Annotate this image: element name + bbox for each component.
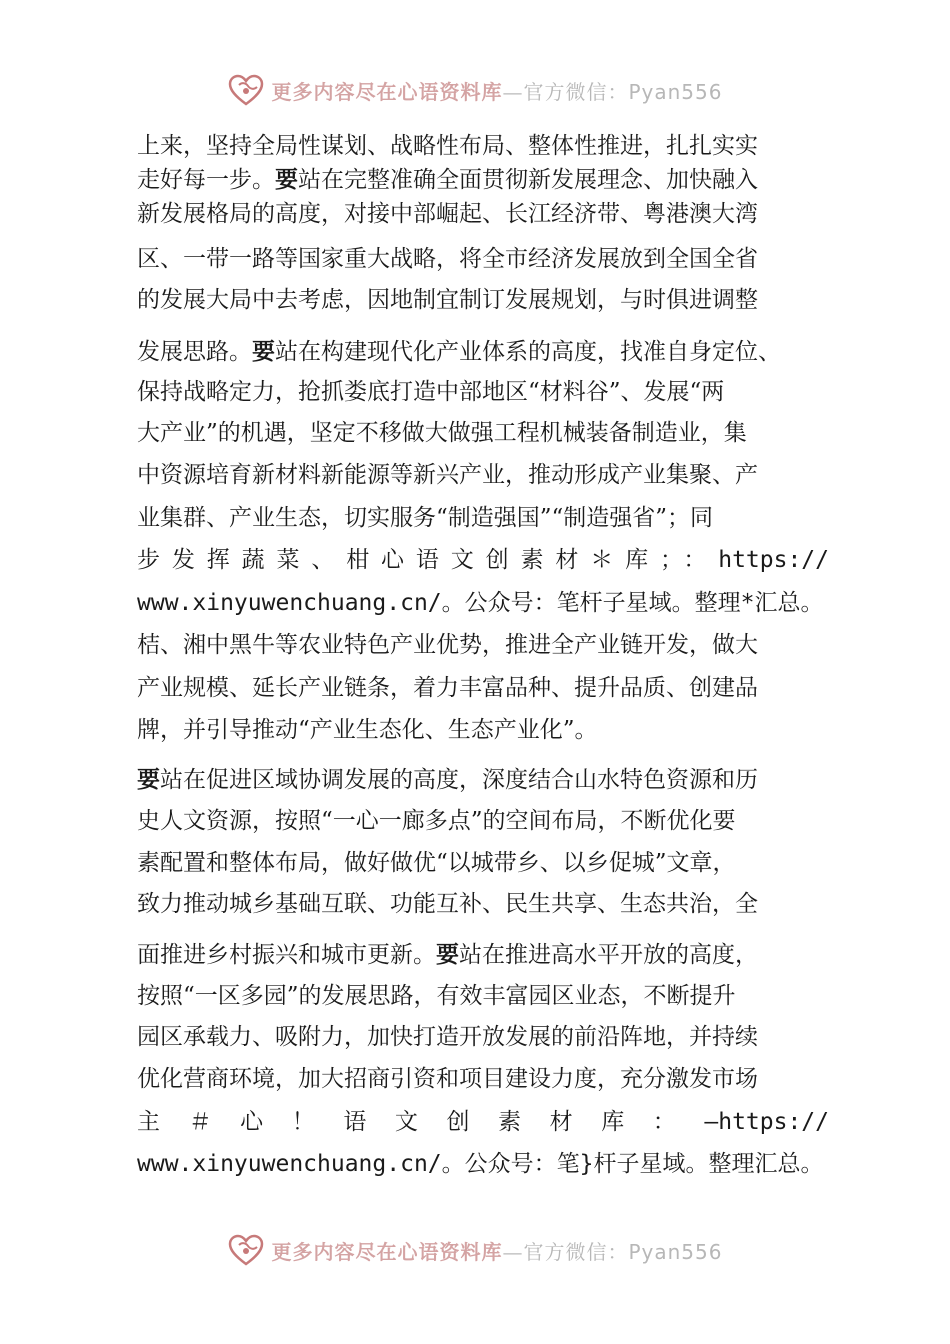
emphasis-char: 要 xyxy=(275,167,298,193)
text-line xyxy=(137,244,758,274)
text-segment: 中资源培育新材料新能源等新兴产业，推动形成产业集聚、产 xyxy=(137,462,758,488)
text-segment: 牌，并引导推动“产业生态化、生态产业化”。 xyxy=(137,717,598,743)
emphasis-char: 要 xyxy=(436,942,459,968)
text-segment: 的发展大局中去考虑，因地制宜制订发展规划，与时俱进调整 xyxy=(137,287,758,313)
text-line xyxy=(137,889,758,919)
text-segment: 新发展格局的高度，对接中部崛起、长江经济带、粤港澳大湾 xyxy=(137,201,758,227)
watermark-wechat: 官方微信：Pyan556 xyxy=(523,1239,723,1264)
text-segment: 园区承载力、吸附力，加快打造开放发展的前沿阵地，并持续 xyxy=(137,1024,758,1050)
text-line xyxy=(137,1107,829,1137)
text-line xyxy=(137,981,736,1011)
heart-logo-icon xyxy=(227,73,265,107)
text-segment: 桔、湘中黑牛等农业特色产业优势，推进全产业链开发，做大 xyxy=(137,632,758,658)
footer-watermark xyxy=(0,1230,950,1270)
text-line xyxy=(137,199,758,229)
watermark-text xyxy=(271,76,722,105)
text-line xyxy=(137,715,598,745)
text-segment: 产业规模、延长产业链条，着力丰富品种、提升品质、创建品 xyxy=(137,675,758,701)
text-line xyxy=(137,806,736,836)
text-line xyxy=(137,285,758,315)
emphasis-char: 要 xyxy=(252,339,275,365)
text-line xyxy=(137,460,758,490)
text-line xyxy=(137,131,758,161)
text-segment: 业集群、产业生态，切实服务“制造强国”“制造强省”；同 xyxy=(137,505,714,531)
watermark-wechat: 官方微信：Pyan556 xyxy=(523,79,723,104)
watermark-separator: — xyxy=(502,1239,524,1264)
text-segment: www.xinyuwenchuang.cn/。公众号：笔}杆子星域。整理汇总。 xyxy=(137,1151,824,1177)
text-segment: 站在促进区域协调发展的高度，深度结合山水特色资源和历 xyxy=(160,767,758,793)
watermark-separator: — xyxy=(502,79,524,104)
text-line xyxy=(137,940,758,970)
text-segment: 致力推动城乡基础互联、功能互补、民生共享、生态共治，全 xyxy=(137,891,758,917)
text-line xyxy=(137,765,758,795)
text-line xyxy=(137,673,758,703)
text-line xyxy=(137,337,781,367)
text-line xyxy=(137,165,758,195)
text-segment: 站在完整准确全面贯彻新发展理念、加快融入 xyxy=(298,167,758,193)
text-segment: 步发挥蔬菜、柑心语文创素材＊库；：https:// xyxy=(137,547,829,573)
watermark-prefix: 更多内容尽在心语资料库 xyxy=(271,79,503,104)
text-line xyxy=(137,1149,824,1179)
watermark-prefix: 更多内容尽在心语资料库 xyxy=(271,1239,503,1264)
text-segment: 史人文资源，按照“一心一廊多点”的空间布局，不断优化要 xyxy=(137,808,736,834)
header-watermark xyxy=(0,70,950,110)
text-segment: 上来，坚持全局性谋划、战略性布局、整体性推进，扎扎实实 xyxy=(137,133,758,159)
text-segment: 按照“一区多园”的发展思路，有效丰富园区业态，不断提升 xyxy=(137,983,736,1009)
text-segment: www.xinyuwenchuang.cn/。公众号：笔杆子星域。整理*汇总。 xyxy=(137,590,824,616)
text-line xyxy=(137,1064,758,1094)
text-line xyxy=(137,1022,758,1052)
text-line xyxy=(137,588,824,618)
text-segment: 站在推进高水平开放的高度， xyxy=(459,942,758,968)
text-segment: 大产业”的机遇，坚定不移做大做强工程机械装备制造业，集 xyxy=(137,420,747,446)
text-line xyxy=(137,848,736,878)
text-segment: 区、一带一路等国家重大战略，将全市经济发展放到全国全省 xyxy=(137,246,758,272)
text-segment: 优化营商环境，加大招商引资和项目建设力度，充分激发市场 xyxy=(137,1066,758,1092)
text-segment: 保持战略定力，抢抓娄底打造中部地区“材料谷”、发展“两 xyxy=(137,379,725,405)
text-segment: 面推进乡村振兴和城市更新。 xyxy=(137,942,436,968)
text-segment: 走好每一步。 xyxy=(137,167,275,193)
text-segment: 主＃心！语文创素材库：—https:// xyxy=(137,1109,829,1135)
emphasis-char: 要 xyxy=(137,767,160,793)
text-segment: 发展思路。 xyxy=(137,339,252,365)
text-segment: 站在构建现代化产业体系的高度，找准自身定位、 xyxy=(275,339,781,365)
text-line xyxy=(137,377,724,407)
text-line xyxy=(137,503,713,533)
text-line xyxy=(137,418,747,448)
heart-logo-icon xyxy=(227,1233,265,1267)
text-line xyxy=(137,545,829,575)
watermark-text xyxy=(271,1236,722,1265)
text-segment: 素配置和整体布局，做好做优“以城带乡、以乡促城”文章， xyxy=(137,850,736,876)
text-line xyxy=(137,630,758,660)
